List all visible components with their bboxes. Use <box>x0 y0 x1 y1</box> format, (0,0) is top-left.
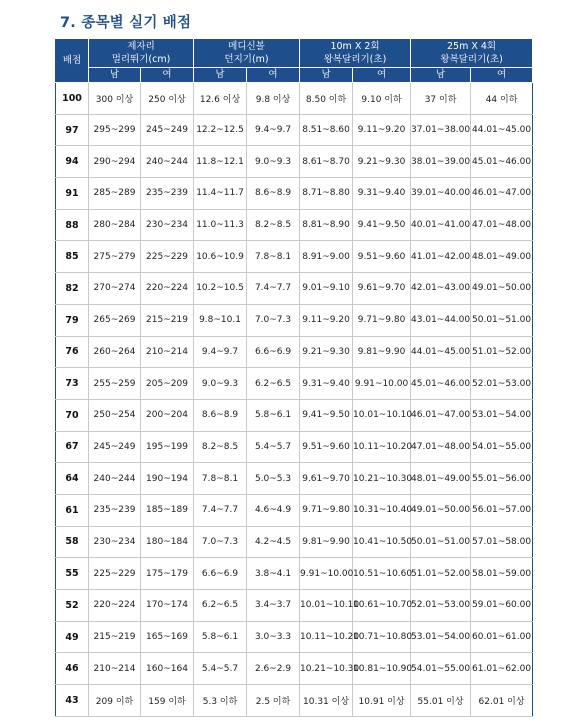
section-title: 7. 종목별 실기 배점 <box>60 15 192 31</box>
shuttle-25m-female-cell: 47.01~48.00 <box>471 209 533 241</box>
medicine-ball-male-cell: 5.3 이하 <box>194 685 247 717</box>
shuttle-10m-male-cell: 9.31~9.40 <box>300 368 353 400</box>
long-jump-male-cell: 280~284 <box>89 209 141 241</box>
long-jump-male-cell: 300 이상 <box>89 83 141 115</box>
shuttle-25m-female-cell: 54.01~55.00 <box>471 431 533 463</box>
event-header-line2: 왕복달리기(초) <box>323 54 387 65</box>
medicine-ball-female-cell: 3.4~3.7 <box>247 590 300 622</box>
medicine-ball-female-cell: 9.4~9.7 <box>247 114 300 146</box>
medicine-ball-male-cell: 7.4~7.7 <box>194 494 247 526</box>
score-cell: 52 <box>56 590 89 622</box>
medicine-ball-female-cell: 4.6~4.9 <box>247 494 300 526</box>
score-table <box>55 38 533 717</box>
shuttle-10m-male-cell: 8.81~8.90 <box>300 209 353 241</box>
shuttle-10m-female-cell: 10.91 이상 <box>353 685 411 717</box>
long-jump-female-cell: 215~219 <box>141 304 194 336</box>
shuttle-25m-male-cell: 38.01~39.00 <box>411 146 471 178</box>
medicine-ball-female-cell: 5.8~6.1 <box>247 399 300 431</box>
table-row <box>56 494 533 526</box>
shuttle-25m-female-cell: 60.01~61.00 <box>471 621 533 653</box>
shuttle-10m-male-cell: 10.11~10.20 <box>300 621 353 653</box>
score-cell: 100 <box>56 83 89 115</box>
shuttle-10m-female-cell: 9.21~9.30 <box>353 146 411 178</box>
event-header-line1: 25m X 4회 <box>446 41 497 52</box>
shuttle-10m-female-cell: 10.51~10.60 <box>353 558 411 590</box>
long-jump-male-cell: 285~289 <box>89 178 141 210</box>
shuttle-10m-female-cell: 10.61~10.70 <box>353 590 411 622</box>
score-cell: 46 <box>56 653 89 685</box>
table-row <box>56 590 533 622</box>
shuttle-10m-male-cell: 9.41~9.50 <box>300 399 353 431</box>
shuttle-10m-male-cell: 9.21~9.30 <box>300 336 353 368</box>
table-row <box>56 653 533 685</box>
shuttle-10m-male-cell: 10.21~10.30 <box>300 653 353 685</box>
long-jump-female-cell: 180~184 <box>141 526 194 558</box>
event-header-line2: 던지기(m) <box>224 54 269 65</box>
shuttle-10m-male-cell: 10.31 이상 <box>300 685 353 717</box>
score-cell: 82 <box>56 273 89 305</box>
table-row <box>56 209 533 241</box>
event-header-line1: 메디신볼 <box>228 41 265 52</box>
shuttle-25m-female-cell: 52.01~53.00 <box>471 368 533 400</box>
header-row-events <box>56 39 533 68</box>
score-table-body <box>56 83 533 717</box>
shuttle-25m-female-cell: 51.01~52.00 <box>471 336 533 368</box>
medicine-ball-male-cell: 8.2~8.5 <box>194 431 247 463</box>
event-header-medicine-ball <box>194 39 300 68</box>
medicine-ball-female-cell: 9.0~9.3 <box>247 146 300 178</box>
table-row <box>56 399 533 431</box>
shuttle-25m-male-cell: 37 이하 <box>411 83 471 115</box>
long-jump-female-cell: 200~204 <box>141 399 194 431</box>
shuttle-25m-male-cell: 45.01~46.00 <box>411 368 471 400</box>
shuttle-10m-male-cell: 8.61~8.70 <box>300 146 353 178</box>
shuttle-25m-male-cell: 47.01~48.00 <box>411 431 471 463</box>
header-row-gender <box>56 68 533 83</box>
shuttle-25m-female-cell: 44.01~45.00 <box>471 114 533 146</box>
gender-male-header: 남 <box>89 68 141 83</box>
shuttle-10m-male-cell: 8.91~9.00 <box>300 241 353 273</box>
table-row <box>56 178 533 210</box>
shuttle-10m-female-cell: 9.11~9.20 <box>353 114 411 146</box>
long-jump-male-cell: 220~224 <box>89 590 141 622</box>
shuttle-10m-female-cell: 9.71~9.80 <box>353 304 411 336</box>
long-jump-male-cell: 235~239 <box>89 494 141 526</box>
long-jump-female-cell: 175~179 <box>141 558 194 590</box>
shuttle-10m-female-cell: 9.51~9.60 <box>353 241 411 273</box>
medicine-ball-male-cell: 7.8~8.1 <box>194 463 247 495</box>
event-header-25m-shuttle <box>411 39 533 68</box>
score-cell: 55 <box>56 558 89 590</box>
event-header-line2: 멀리뛰기(cm) <box>111 54 171 65</box>
shuttle-10m-male-cell: 8.50 이하 <box>300 83 353 115</box>
shuttle-25m-male-cell: 53.01~54.00 <box>411 621 471 653</box>
score-cell: 88 <box>56 209 89 241</box>
medicine-ball-female-cell: 3.8~4.1 <box>247 558 300 590</box>
long-jump-male-cell: 275~279 <box>89 241 141 273</box>
shuttle-25m-female-cell: 59.01~60.00 <box>471 590 533 622</box>
long-jump-female-cell: 165~169 <box>141 621 194 653</box>
shuttle-10m-female-cell: 10.21~10.30 <box>353 463 411 495</box>
medicine-ball-female-cell: 5.4~5.7 <box>247 431 300 463</box>
score-cell: 61 <box>56 494 89 526</box>
medicine-ball-male-cell: 11.8~12.1 <box>194 146 247 178</box>
shuttle-10m-female-cell: 9.31~9.40 <box>353 178 411 210</box>
medicine-ball-female-cell: 5.0~5.3 <box>247 463 300 495</box>
shuttle-10m-male-cell: 9.11~9.20 <box>300 304 353 336</box>
shuttle-10m-male-cell: 9.81~9.90 <box>300 526 353 558</box>
shuttle-25m-male-cell: 41.01~42.00 <box>411 241 471 273</box>
shuttle-25m-female-cell: 56.01~57.00 <box>471 494 533 526</box>
shuttle-10m-male-cell: 9.91~10.00 <box>300 558 353 590</box>
table-row <box>56 273 533 305</box>
table-row <box>56 114 533 146</box>
medicine-ball-male-cell: 11.0~11.3 <box>194 209 247 241</box>
score-cell: 64 <box>56 463 89 495</box>
gender-male-header: 남 <box>194 68 247 83</box>
medicine-ball-male-cell: 9.8~10.1 <box>194 304 247 336</box>
shuttle-10m-male-cell: 8.71~8.80 <box>300 178 353 210</box>
medicine-ball-male-cell: 10.2~10.5 <box>194 273 247 305</box>
score-cell: 94 <box>56 146 89 178</box>
shuttle-25m-male-cell: 55.01 이상 <box>411 685 471 717</box>
long-jump-female-cell: 220~224 <box>141 273 194 305</box>
shuttle-25m-female-cell: 53.01~54.00 <box>471 399 533 431</box>
shuttle-25m-male-cell: 37.01~38.00 <box>411 114 471 146</box>
long-jump-female-cell: 235~239 <box>141 178 194 210</box>
table-row <box>56 526 533 558</box>
shuttle-10m-male-cell: 10.01~10.10 <box>300 590 353 622</box>
shuttle-10m-female-cell: 9.10 이하 <box>353 83 411 115</box>
table-row <box>56 558 533 590</box>
medicine-ball-male-cell: 11.4~11.7 <box>194 178 247 210</box>
medicine-ball-male-cell: 10.6~10.9 <box>194 241 247 273</box>
shuttle-25m-female-cell: 48.01~49.00 <box>471 241 533 273</box>
shuttle-25m-male-cell: 48.01~49.00 <box>411 463 471 495</box>
long-jump-female-cell: 190~194 <box>141 463 194 495</box>
score-cell: 70 <box>56 399 89 431</box>
table-row <box>56 685 533 717</box>
shuttle-25m-female-cell: 57.01~58.00 <box>471 526 533 558</box>
long-jump-female-cell: 225~229 <box>141 241 194 273</box>
shuttle-10m-male-cell: 9.61~9.70 <box>300 463 353 495</box>
medicine-ball-male-cell: 12.6 이상 <box>194 83 247 115</box>
shuttle-10m-female-cell: 10.41~10.50 <box>353 526 411 558</box>
medicine-ball-female-cell: 9.8 이상 <box>247 83 300 115</box>
long-jump-female-cell: 170~174 <box>141 590 194 622</box>
medicine-ball-male-cell: 12.2~12.5 <box>194 114 247 146</box>
shuttle-25m-female-cell: 45.01~46.00 <box>471 146 533 178</box>
long-jump-male-cell: 215~219 <box>89 621 141 653</box>
shuttle-25m-male-cell: 40.01~41.00 <box>411 209 471 241</box>
shuttle-25m-male-cell: 51.01~52.00 <box>411 558 471 590</box>
shuttle-25m-male-cell: 46.01~47.00 <box>411 399 471 431</box>
shuttle-10m-male-cell: 9.01~9.10 <box>300 273 353 305</box>
gender-female-header: 여 <box>247 68 300 83</box>
medicine-ball-female-cell: 8.6~8.9 <box>247 178 300 210</box>
long-jump-male-cell: 250~254 <box>89 399 141 431</box>
shuttle-25m-female-cell: 61.01~62.00 <box>471 653 533 685</box>
medicine-ball-male-cell: 8.6~8.9 <box>194 399 247 431</box>
table-row <box>56 304 533 336</box>
score-cell: 49 <box>56 621 89 653</box>
long-jump-female-cell: 195~199 <box>141 431 194 463</box>
score-cell: 79 <box>56 304 89 336</box>
shuttle-10m-female-cell: 10.11~10.20 <box>353 431 411 463</box>
table-row <box>56 336 533 368</box>
long-jump-female-cell: 210~214 <box>141 336 194 368</box>
medicine-ball-female-cell: 8.2~8.5 <box>247 209 300 241</box>
score-cell: 97 <box>56 114 89 146</box>
shuttle-25m-female-cell: 44 이하 <box>471 83 533 115</box>
medicine-ball-female-cell: 3.0~3.3 <box>247 621 300 653</box>
long-jump-male-cell: 255~259 <box>89 368 141 400</box>
long-jump-male-cell: 270~274 <box>89 273 141 305</box>
medicine-ball-female-cell: 6.2~6.5 <box>247 368 300 400</box>
event-header-line2: 왕복달리기(초) <box>440 54 503 65</box>
long-jump-female-cell: 230~234 <box>141 209 194 241</box>
medicine-ball-female-cell: 2.5 이하 <box>247 685 300 717</box>
shuttle-10m-male-cell: 9.51~9.60 <box>300 431 353 463</box>
table-row <box>56 146 533 178</box>
long-jump-male-cell: 290~294 <box>89 146 141 178</box>
long-jump-male-cell: 225~229 <box>89 558 141 590</box>
score-cell: 73 <box>56 368 89 400</box>
score-cell: 91 <box>56 178 89 210</box>
long-jump-female-cell: 250 이상 <box>141 83 194 115</box>
medicine-ball-female-cell: 4.2~4.5 <box>247 526 300 558</box>
event-header-10m-shuttle <box>300 39 411 68</box>
score-cell: 76 <box>56 336 89 368</box>
shuttle-10m-male-cell: 9.71~9.80 <box>300 494 353 526</box>
event-header-line1: 10m X 2회 <box>330 41 380 52</box>
medicine-ball-female-cell: 7.0~7.3 <box>247 304 300 336</box>
medicine-ball-male-cell: 5.4~5.7 <box>194 653 247 685</box>
long-jump-female-cell: 205~209 <box>141 368 194 400</box>
medicine-ball-male-cell: 7.0~7.3 <box>194 526 247 558</box>
medicine-ball-female-cell: 6.6~6.9 <box>247 336 300 368</box>
long-jump-male-cell: 240~244 <box>89 463 141 495</box>
long-jump-female-cell: 160~164 <box>141 653 194 685</box>
medicine-ball-male-cell: 9.0~9.3 <box>194 368 247 400</box>
long-jump-male-cell: 295~299 <box>89 114 141 146</box>
shuttle-25m-male-cell: 49.01~50.00 <box>411 494 471 526</box>
gender-male-header: 남 <box>300 68 353 83</box>
shuttle-25m-male-cell: 43.01~44.00 <box>411 304 471 336</box>
shuttle-25m-female-cell: 55.01~56.00 <box>471 463 533 495</box>
shuttle-25m-male-cell: 39.01~40.00 <box>411 178 471 210</box>
shuttle-25m-male-cell: 54.01~55.00 <box>411 653 471 685</box>
table-row <box>56 463 533 495</box>
gender-female-header: 여 <box>471 68 533 83</box>
shuttle-10m-female-cell: 10.01~10.10 <box>353 399 411 431</box>
medicine-ball-male-cell: 6.6~6.9 <box>194 558 247 590</box>
shuttle-10m-female-cell: 9.91~10.00 <box>353 368 411 400</box>
medicine-ball-male-cell: 9.4~9.7 <box>194 336 247 368</box>
shuttle-10m-female-cell: 9.61~9.70 <box>353 273 411 305</box>
table-row <box>56 431 533 463</box>
shuttle-10m-male-cell: 8.51~8.60 <box>300 114 353 146</box>
long-jump-female-cell: 245~249 <box>141 114 194 146</box>
medicine-ball-male-cell: 6.2~6.5 <box>194 590 247 622</box>
table-row <box>56 241 533 273</box>
score-cell: 43 <box>56 685 89 717</box>
long-jump-male-cell: 260~264 <box>89 336 141 368</box>
shuttle-25m-male-cell: 52.01~53.00 <box>411 590 471 622</box>
gender-female-header: 여 <box>353 68 411 83</box>
shuttle-10m-female-cell: 10.31~10.40 <box>353 494 411 526</box>
score-cell: 67 <box>56 431 89 463</box>
long-jump-female-cell: 185~189 <box>141 494 194 526</box>
event-header-long-jump <box>89 39 194 68</box>
shuttle-10m-female-cell: 9.41~9.50 <box>353 209 411 241</box>
long-jump-female-cell: 240~244 <box>141 146 194 178</box>
medicine-ball-female-cell: 7.4~7.7 <box>247 273 300 305</box>
table-row <box>56 368 533 400</box>
long-jump-male-cell: 265~269 <box>89 304 141 336</box>
shuttle-25m-female-cell: 50.01~51.00 <box>471 304 533 336</box>
shuttle-25m-female-cell: 46.01~47.00 <box>471 178 533 210</box>
shuttle-25m-male-cell: 42.01~43.00 <box>411 273 471 305</box>
shuttle-25m-female-cell: 58.01~59.00 <box>471 558 533 590</box>
score-column-header: 배점 <box>56 39 89 83</box>
table-row <box>56 83 533 115</box>
shuttle-10m-female-cell: 10.81~10.90 <box>353 653 411 685</box>
long-jump-male-cell: 210~214 <box>89 653 141 685</box>
medicine-ball-female-cell: 2.6~2.9 <box>247 653 300 685</box>
long-jump-male-cell: 230~234 <box>89 526 141 558</box>
long-jump-female-cell: 159 이하 <box>141 685 194 717</box>
shuttle-25m-male-cell: 44.01~45.00 <box>411 336 471 368</box>
score-cell: 85 <box>56 241 89 273</box>
medicine-ball-male-cell: 5.8~6.1 <box>194 621 247 653</box>
score-cell: 58 <box>56 526 89 558</box>
shuttle-25m-female-cell: 49.01~50.00 <box>471 273 533 305</box>
shuttle-25m-female-cell: 62.01 이상 <box>471 685 533 717</box>
medicine-ball-female-cell: 7.8~8.1 <box>247 241 300 273</box>
long-jump-male-cell: 209 이하 <box>89 685 141 717</box>
event-header-line1: 제자리 <box>127 41 155 52</box>
long-jump-male-cell: 245~249 <box>89 431 141 463</box>
gender-female-header: 여 <box>141 68 194 83</box>
gender-male-header: 남 <box>411 68 471 83</box>
shuttle-10m-female-cell: 10.71~10.80 <box>353 621 411 653</box>
table-row <box>56 621 533 653</box>
shuttle-10m-female-cell: 9.81~9.90 <box>353 336 411 368</box>
shuttle-25m-male-cell: 50.01~51.00 <box>411 526 471 558</box>
